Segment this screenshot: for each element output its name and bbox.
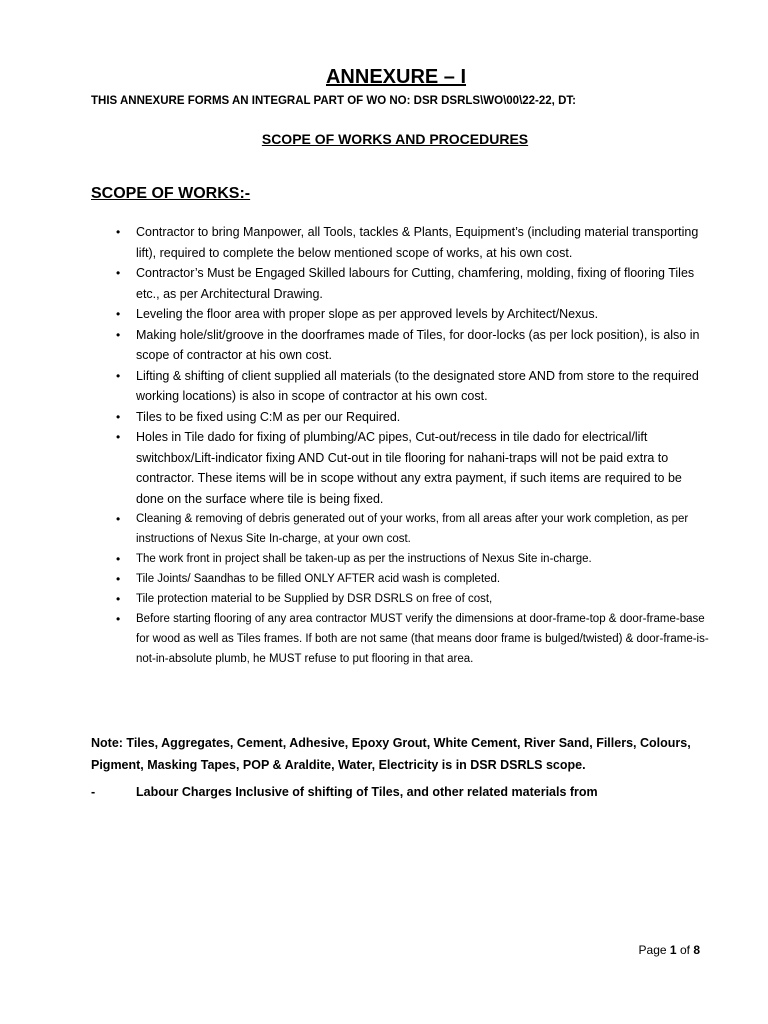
scope-item-text: Holes in Tile dado for fixing of plumbing/AC pipes, Cut-out/recess in tile dado for electrical/lift switchbox/Lift-indicator fixing AND Cut-out in tile flooring for nahani-traps will not be paid extra to contractor. These items will be in scope without any extra payment, if such items are required to be done on the surface where tile is being fixed. [136, 430, 682, 506]
scope-item [91, 569, 711, 589]
scope-item-text: Leveling the floor area with proper slope as per approved levels by Architect/Nexus. [136, 307, 599, 321]
bullet-icon: • [116, 307, 121, 321]
bullet-icon: • [116, 512, 121, 526]
scope-item-text: Tile protection material to be Supplied by DSR DSRLS on free of cost, [136, 593, 493, 605]
scope-item-text: Tile Joints/ Saandhas to be filled ONLY AFTER acid wash is completed. [136, 573, 501, 585]
scope-item [91, 325, 711, 366]
bullet-icon: • [116, 266, 121, 280]
section-title: SCOPE OF WORKS AND PROCEDURES [261, 131, 529, 147]
scope-item-text: Tiles to be fixed using C:M as per our Required. [136, 409, 401, 424]
scope-item-text: Contractor to bring Manpower, all Tools, tackles & Plants, Equipment’s (including material transporting lift), required to complete the below mentioned scope of works, at his own cost. [136, 225, 699, 260]
bullet-icon: • [116, 225, 121, 239]
scope-list [91, 222, 711, 669]
bullet-icon: • [116, 327, 121, 342]
scope-item-text: Cleaning & removing of debris generated out of your works, from all areas after your work completion, as per instructions of Nexus Site In-charge, at your own cost. [136, 513, 689, 545]
page-total: 8 [693, 943, 700, 957]
note-paragraph: Note: Tiles, Aggregates, Cement, Adhesive, Epoxy Grout, White Cement, River Sand, Fillers, Colours, Pigment, Masking Tapes, POP & Araldite, Water, Electricity is in DSR DSRLS scope. [91, 736, 691, 772]
scope-item-text: The work front in project shall be taken-up as per the instructions of Nexus Site in-charge. [136, 553, 592, 565]
scope-item [91, 589, 711, 609]
bullet-icon: • [116, 409, 121, 424]
page-number: 1 [669, 943, 677, 957]
page-of-label: of [679, 943, 690, 957]
scope-item [91, 366, 711, 407]
scope-item [91, 509, 711, 549]
scope-item-text: Contractor’s Must be Engaged Skilled labours for Cutting, chamfering, molding, fixing of flooring Tiles etc., as per Architectural Drawing. [136, 266, 695, 301]
dash-item-text: Labour Charges Inclusive of shifting of Tiles, and other related materials from [136, 785, 598, 799]
scope-heading: SCOPE OF WORKS:- [91, 185, 251, 202]
bullet-icon: • [116, 612, 121, 626]
scope-item-text: Lifting & shifting of client supplied all materials (to the designated store AND from store to the required working locations) is also in scope of contractor at his own cost. [136, 368, 699, 403]
bullet-icon: • [116, 368, 121, 383]
page-label: Page [638, 943, 667, 957]
bullet-icon: • [116, 430, 121, 444]
scope-item [91, 263, 711, 304]
scope-item [91, 407, 711, 428]
scope-item [91, 222, 711, 263]
dash-list-item [91, 782, 711, 802]
scope-item [91, 427, 711, 509]
page-footer [639, 943, 700, 957]
scope-item-text: Making hole/slit/groove in the doorframes made of Tiles, for door-locks (as per lock position), is also in scope of contractor at his own cost. [136, 327, 700, 362]
dash-marker: - [91, 785, 96, 799]
scope-item [91, 549, 711, 569]
annexure-subtitle: THIS ANNEXURE FORMS AN INTEGRAL PART OF WO NO: DSR DSRLS\WO\00\22-22, DT: [91, 95, 576, 107]
bullet-icon: • [116, 572, 121, 586]
annexure-title: ANNEXURE – I [325, 66, 467, 88]
scope-item [91, 304, 711, 325]
bullet-icon: • [116, 592, 121, 606]
scope-item-text: Before starting flooring of any area contractor MUST verify the dimensions at door-frame-top & door-frame-base for wood as well as Tiles frames. If both are not same (that means door frame is bulged/twisted) & door-frame-is-not-in-absolute plumb, he MUST refuse to put flooring in that area. [136, 613, 709, 665]
bullet-icon: • [116, 552, 121, 566]
scope-item [91, 609, 711, 669]
